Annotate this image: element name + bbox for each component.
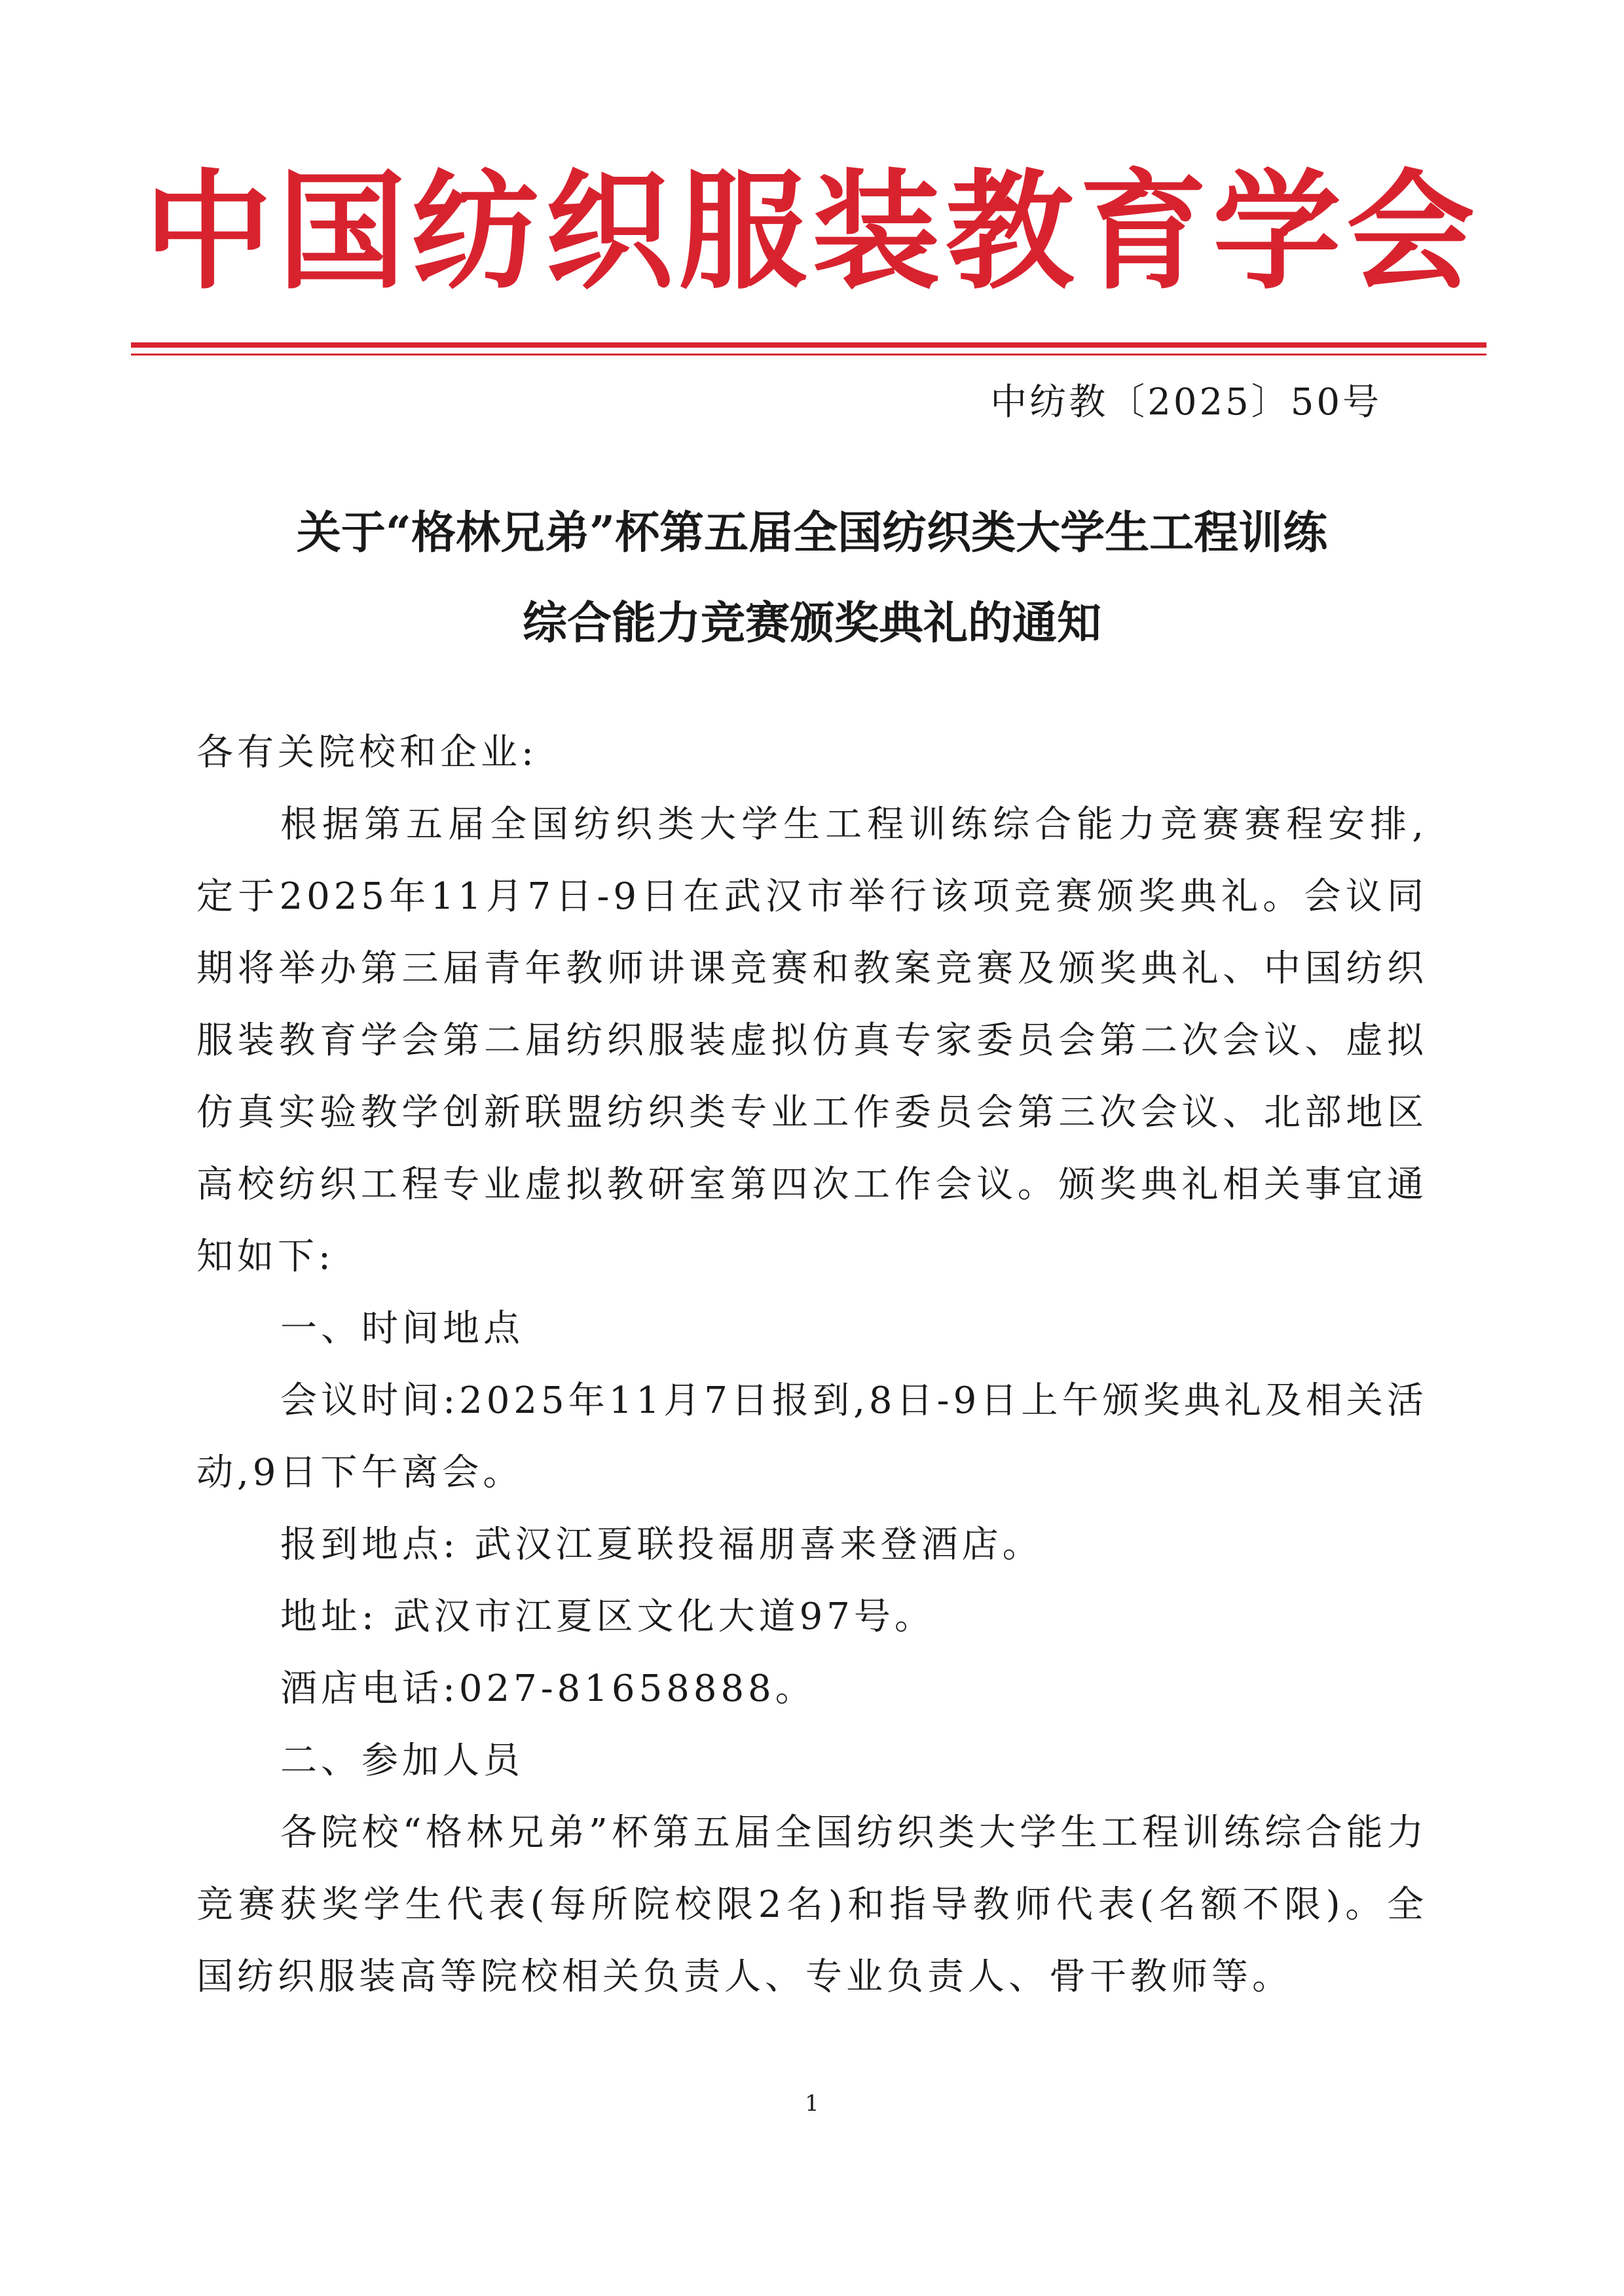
page-number: 1: [805, 2090, 819, 2117]
title-line-2: 综合能力竞赛颁奖典礼的通知: [522, 597, 1101, 649]
participants-paragraph: 各院校“格林兄弟”杯第五届全国纺织类大学生工程训练综合能力竞赛获奖学生代表(每所院校限2名)和指导教师代表(名额不限)。全国纺织服装高等院校相关负责人、专业负责人、骨干教师等。: [196, 1812, 1428, 1998]
document-body: [196, 717, 1428, 2013]
checkin-location: 报到地点: 武汉江夏联投福朋喜来登酒店。: [280, 1523, 1043, 1566]
organization-header: 中国纺织服装教育学会: [143, 158, 1480, 307]
title-line-1: 关于“格林兄弟”杯第五届全国纺织类大学生工程训练: [296, 507, 1328, 559]
hotel-phone: 酒店电话:027-81658888。: [280, 1667, 816, 1710]
header-rule-thick: [131, 342, 1486, 348]
address: 地址: 武汉市江夏区文化大道97号。: [280, 1595, 935, 1638]
section-heading-time-location: 一、时间地点: [280, 1307, 524, 1350]
intro-paragraph: 根据第五届全国纺织类大学生工程训练综合能力竞赛赛程安排,定于2025年11月7日-9日在武汉市举行该项竞赛颁奖典礼。会议同期将举办第三届青年教师讲课竞赛和教案竞赛及颁奖典礼、中国纺织服装教育学会第二届纺织服装虚拟仿真专家委员会第二次会议、虚拟仿真实验教学创新联盟纺织类专业工作委员会第三次会议、北部地区高校纺织工程专业虚拟教研室第四次工作会议。颁奖典礼相关事宜通知如下:: [196, 803, 1428, 1278]
section-heading-participants: 二、参加人员: [280, 1740, 524, 1782]
salutation: 各有关院校和企业:: [196, 731, 538, 774]
document-title: [131, 488, 1493, 668]
document-number: 中纺教〔2025〕50号: [990, 381, 1382, 424]
meeting-time: 会议时间:2025年11月7日报到,8日-9日上午颁奖典礼及相关活动,9日下午离会。: [196, 1379, 1428, 1494]
header-rule-thin: [131, 354, 1486, 355]
